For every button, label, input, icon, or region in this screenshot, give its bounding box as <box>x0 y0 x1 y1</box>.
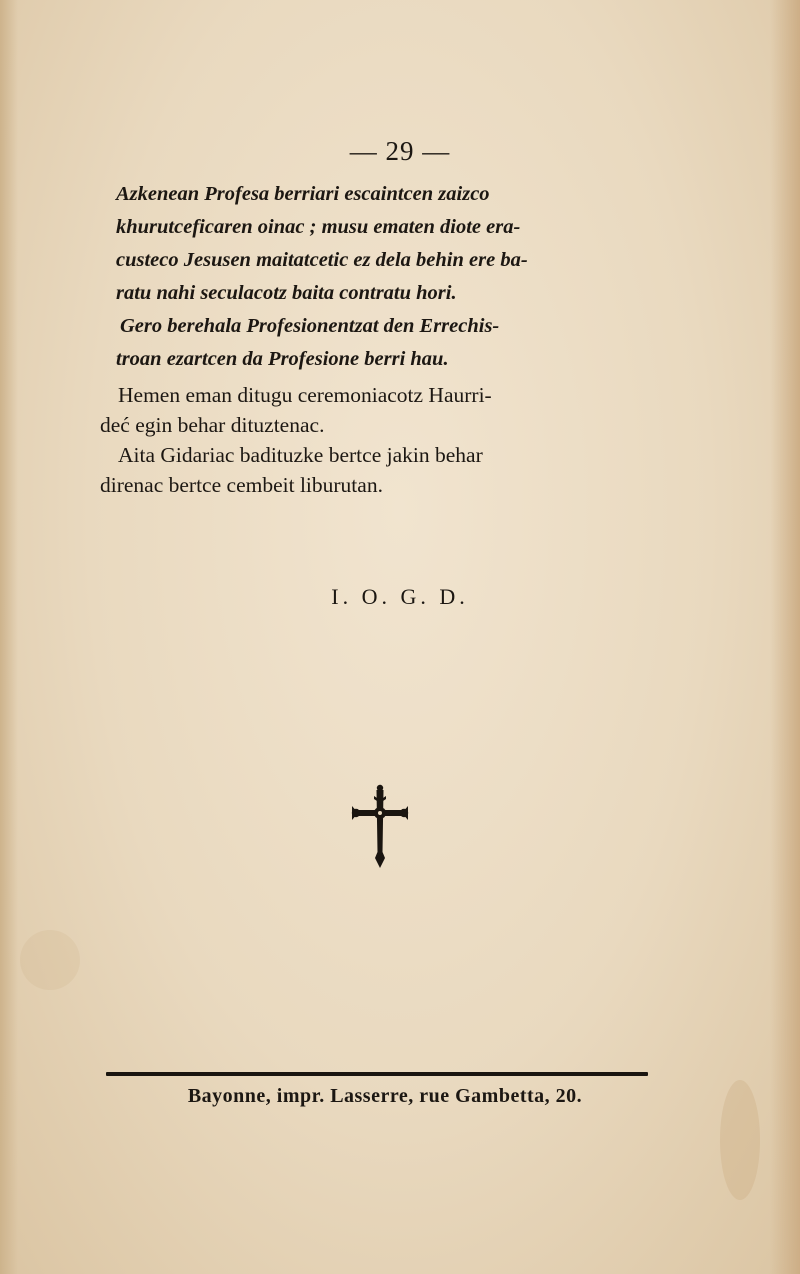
ornamental-cross-icon <box>350 782 410 870</box>
roman-text-block <box>100 380 656 500</box>
paper-stain <box>20 930 80 990</box>
text-line: troan ezartcen da Profesione berri hau. <box>116 348 449 370</box>
page-edge-right <box>770 0 800 1274</box>
text-line: khurutceficaren oinac ; musu ematen diote era- <box>116 216 521 238</box>
page-number: — 29 — <box>349 136 451 166</box>
printer-imprint: Bayonne, impr. Lasserre, rue Gambetta, 20. <box>187 1085 583 1107</box>
text-line: Aita Gidariac badituzke bertce jakin behar <box>118 443 483 467</box>
text-line: Hemen eman ditugu ceremoniacotz Haurri- <box>118 383 492 407</box>
closing-initials: I. O. G. D. <box>331 584 469 609</box>
text-line: Azkenean Profesa berriari escaintcen zaizco <box>116 183 490 205</box>
text-line: ratu nahi seculacotz baita contratu hori. <box>116 282 457 304</box>
italic-paragraph-1 <box>116 178 656 310</box>
page-edge-left <box>0 0 18 1274</box>
horizontal-rule <box>106 1072 648 1076</box>
italic-paragraph-2 <box>116 310 656 376</box>
text-line: Gero berehala Profesionentzat den Errechis- <box>120 315 500 337</box>
text-line: deć egin behar dituztenac. <box>100 413 325 437</box>
italic-text-block <box>116 178 656 376</box>
text-line: custeco Jesusen maitatcetic ez dela behin ere ba- <box>116 249 528 271</box>
text-line: direnac bertce cembeit liburutan. <box>100 473 383 497</box>
